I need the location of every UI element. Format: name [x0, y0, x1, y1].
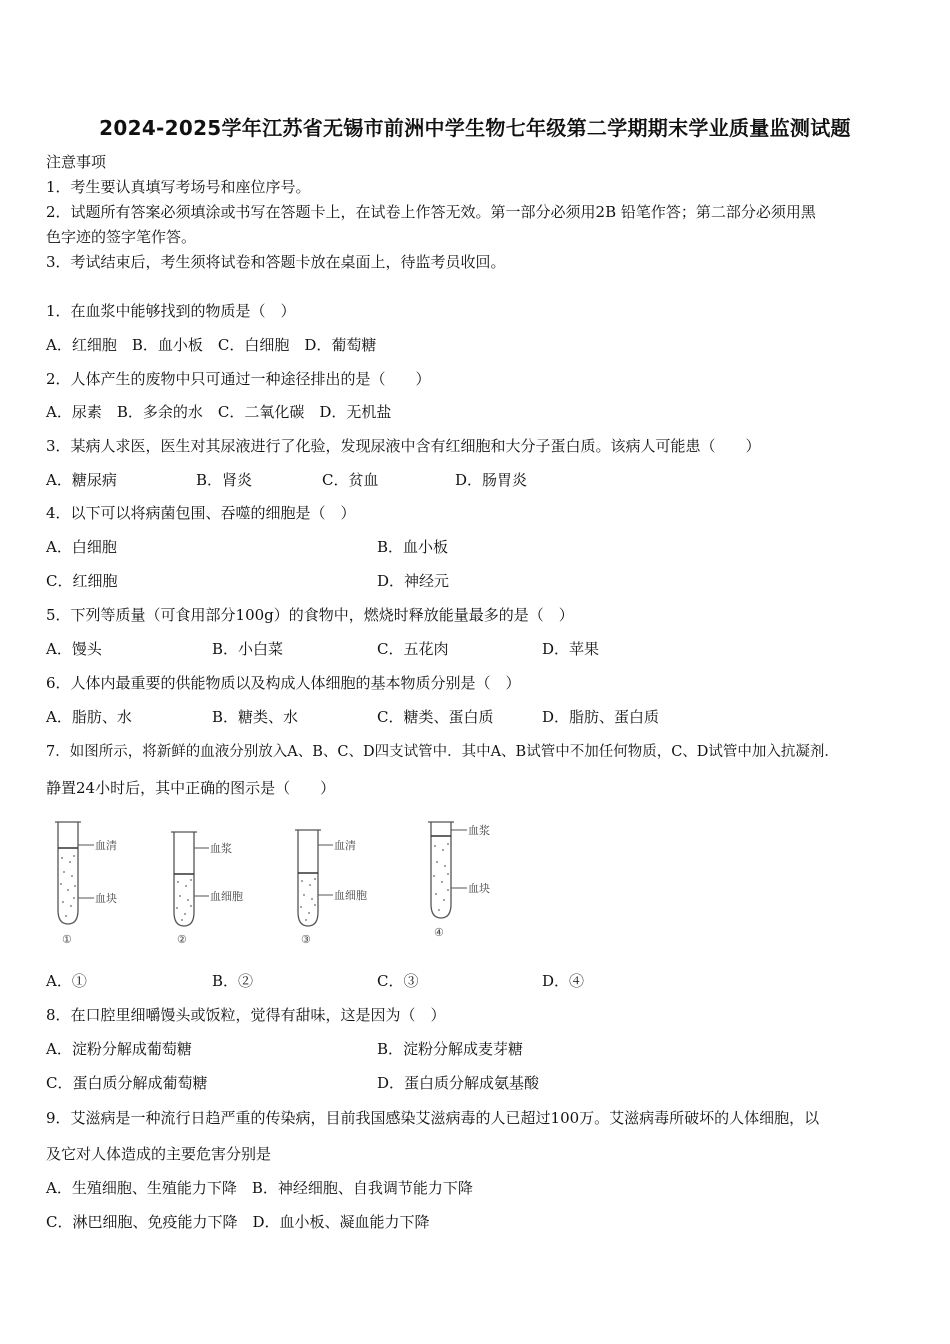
option-a: A．糖尿病 — [46, 471, 117, 489]
tube-4-top-label: 血浆 — [468, 824, 490, 837]
option-b: B．血小板 — [377, 538, 449, 556]
option-b: B．淀粉分解成麦芽糖 — [377, 1040, 524, 1058]
tube-1-top-label: 血清 — [95, 839, 117, 852]
question-options: A．尿素 B．多余的水 C．二氧化碳 D．无机盐 — [46, 403, 392, 421]
tube-1-bottom-label: 血块 — [95, 892, 117, 905]
question-stem: 2．人体产生的废物中只可通过一种途径排出的是（ ） — [46, 370, 431, 388]
question-stem: 7．如图所示，将新鲜的血液分别放入A、B、C、D四支试管中．其中A、B试管中不加任何物质，C、D试管中加入抗凝剂． — [46, 744, 839, 760]
tube-1-number: ① — [62, 933, 72, 946]
option-b: B．小白菜 — [212, 640, 284, 658]
option-d: D．蛋白质分解成氨基酸 — [377, 1074, 540, 1092]
notice-item: 3．考试结束后，考生须将试卷和答题卡放在桌面上，待监考员收回。 — [46, 253, 506, 271]
option-c: C．③ — [377, 972, 419, 990]
option-a: A．白细胞 — [46, 538, 117, 556]
notice-item: 2．试题所有答案必须填涂或书写在答题卡上，在试卷上作答无效。第一部分必须用2B 铅笔作答；第二部分必须用黑 — [46, 203, 816, 221]
option-c: C．蛋白质分解成葡萄糖 — [46, 1074, 208, 1092]
question-stem: 4．以下可以将病菌包围、吞噬的细胞是（ ） — [46, 504, 356, 522]
option-a: A．① — [46, 972, 87, 990]
notice-item: 1．考生要认真填写考场号和座位序号。 — [46, 178, 311, 196]
tube-3-bottom-label: 血细胞 — [334, 889, 367, 902]
option-d: D．④ — [542, 972, 585, 990]
option-c: C．五花肉 — [377, 640, 449, 658]
option-d: D．脂肪、蛋白质 — [542, 708, 660, 726]
tube-2-number: ② — [177, 933, 187, 946]
question-options: C．淋巴细胞、免疫能力下降 D．血小板、凝血能力下降 — [46, 1213, 430, 1231]
option-d: D．苹果 — [542, 640, 600, 658]
option-b: B．糖类、水 — [212, 708, 299, 726]
option-c: C．糖类、蛋白质 — [377, 708, 494, 726]
notice-heading: 注意事项 — [46, 153, 107, 171]
question-options: A．红细胞 B．血小板 C．白细胞 D．葡萄糖 — [46, 336, 377, 354]
question-stem: 6．人体内最重要的供能物质以及构成人体细胞的基本物质分别是（ ） — [46, 674, 521, 692]
tube-4-bottom-label: 血块 — [468, 882, 490, 895]
question-stem: 8．在口腔里细嚼馒头或饭粒，觉得有甜味，这是因为（ ） — [46, 1006, 446, 1024]
option-d: D．神经元 — [377, 572, 450, 590]
tube-3-number: ③ — [301, 933, 311, 946]
test-tube-4 — [428, 822, 490, 939]
option-b: B．② — [212, 972, 254, 990]
question-stem: 3．某病人求医，医生对其尿液进行了化验，发现尿液中含有红细胞和大分子蛋白质。该病人可能患（ ） — [46, 437, 761, 455]
tube-4-number: ④ — [434, 926, 444, 939]
option-b: B．肾炎 — [196, 471, 253, 489]
option-c: C．红细胞 — [46, 572, 118, 590]
option-a: A．淀粉分解成葡萄糖 — [46, 1040, 192, 1058]
option-d: D．肠胃炎 — [455, 471, 528, 489]
page-title: 2024-2025学年江苏省无锡市前洲中学生物七年级第二学期期末学业质量监测试题 — [99, 116, 851, 140]
question-stem-cont: 及它对人体造成的主要危害分别是 — [46, 1145, 272, 1163]
tube-2-bottom-label: 血细胞 — [210, 890, 243, 903]
tube-3-top-label: 血清 — [334, 839, 356, 852]
option-a: A．馒头 — [46, 640, 102, 658]
question-stem: 1．在血浆中能够找到的物质是（ ） — [46, 302, 296, 320]
test-tube-2 — [171, 832, 243, 946]
question-stem: 5．下列等质量（可食用部分100g）的食物中，燃烧时释放能量最多的是（ ） — [46, 606, 574, 624]
question-options: A．生殖细胞、生殖能力下降 B．神经细胞、自我调节能力下降 — [46, 1179, 473, 1197]
test-tube-figure — [46, 818, 526, 953]
test-tube-1 — [55, 822, 117, 946]
question-stem-cont: 静置24小时后，其中正确的图示是（ ） — [46, 779, 336, 797]
test-tube-3 — [295, 830, 367, 946]
question-stem: 9．艾滋病是一种流行日趋严重的传染病，目前我国感染艾滋病毒的人已超过100万。艾滋病毒所破坏的人体细胞，以 — [46, 1109, 820, 1127]
notice-item: 色字迹的签字笔作答。 — [46, 228, 197, 246]
option-a: A．脂肪、水 — [46, 708, 132, 726]
option-c: C．贫血 — [322, 471, 379, 489]
tube-2-top-label: 血浆 — [210, 842, 232, 855]
